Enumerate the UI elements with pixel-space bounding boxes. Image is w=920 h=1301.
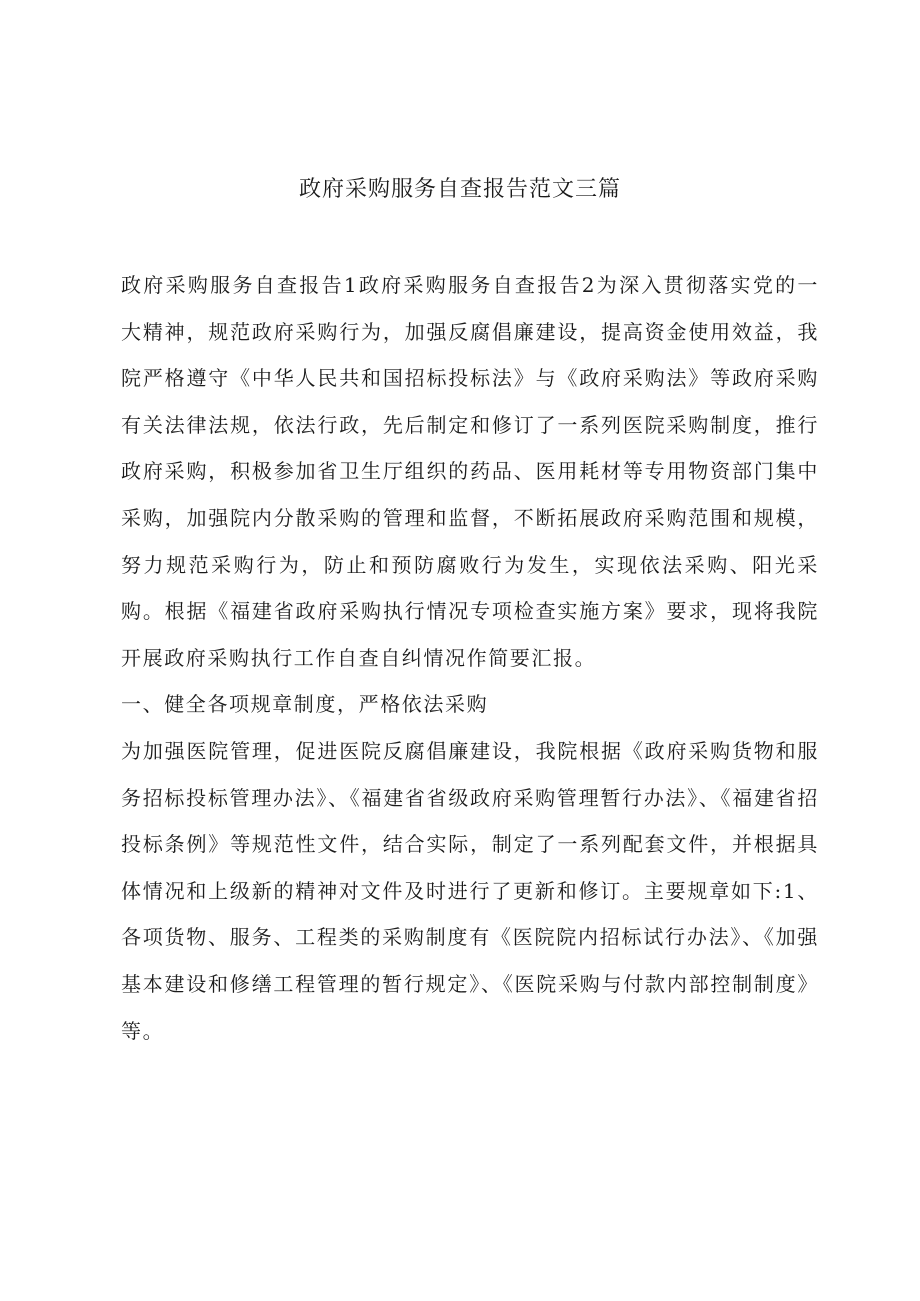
document-body — [121, 262, 819, 1054]
section-heading: 一、健全各项规章制度，严格依法采购 — [121, 692, 489, 717]
paragraph-regulations: 为加强医院管理，促进医院反腐倡廉建设，我院根据《政府采购货物和服务招标投标管理办法》、《福建省省级政府采购管理暂行办法》、《福建省招投标条例》等规范性文件，结合实际，制定了一系列配套文件，并根据具体情况和上级新的精神对文件及时进行了更新和修订。主要规章如下:1、各项货物、服务、工程类的采购制度有《医院院内招标试行办法》、《加强基本建设和修缮工程管理的暂行规定》、《医院采购与付款内部控制制度》等。 — [121, 738, 819, 1043]
document-title: 政府采购服务自查报告范文三篇 — [298, 177, 621, 202]
paragraph-intro: 政府采购服务自查报告1政府采购服务自查报告2为深入贯彻落实党的一大精神，规范政府采购行为，加强反腐倡廉建设，提高资金使用效益，我院严格遵守《中华人民共和国招标投标法》与《政府采购法》等政府采购有关法律法规，依法行政，先后制定和修订了一系列医院采购制度，推行政府采购，积极参加省卫生厅组织的药品、医用耗材等专用物资部门集中采购，加强院内分散采购的管理和监督，不断拓展政府采购范围和规模，努力规范采购行为，防止和预防腐败行为发生，实现依法采购、阳光采购。根据《福建省政府采购执行情况专项检查实施方案》要求，现将我院开展政府采购执行工作自查自纠情况作简要汇报。 — [121, 273, 819, 670]
